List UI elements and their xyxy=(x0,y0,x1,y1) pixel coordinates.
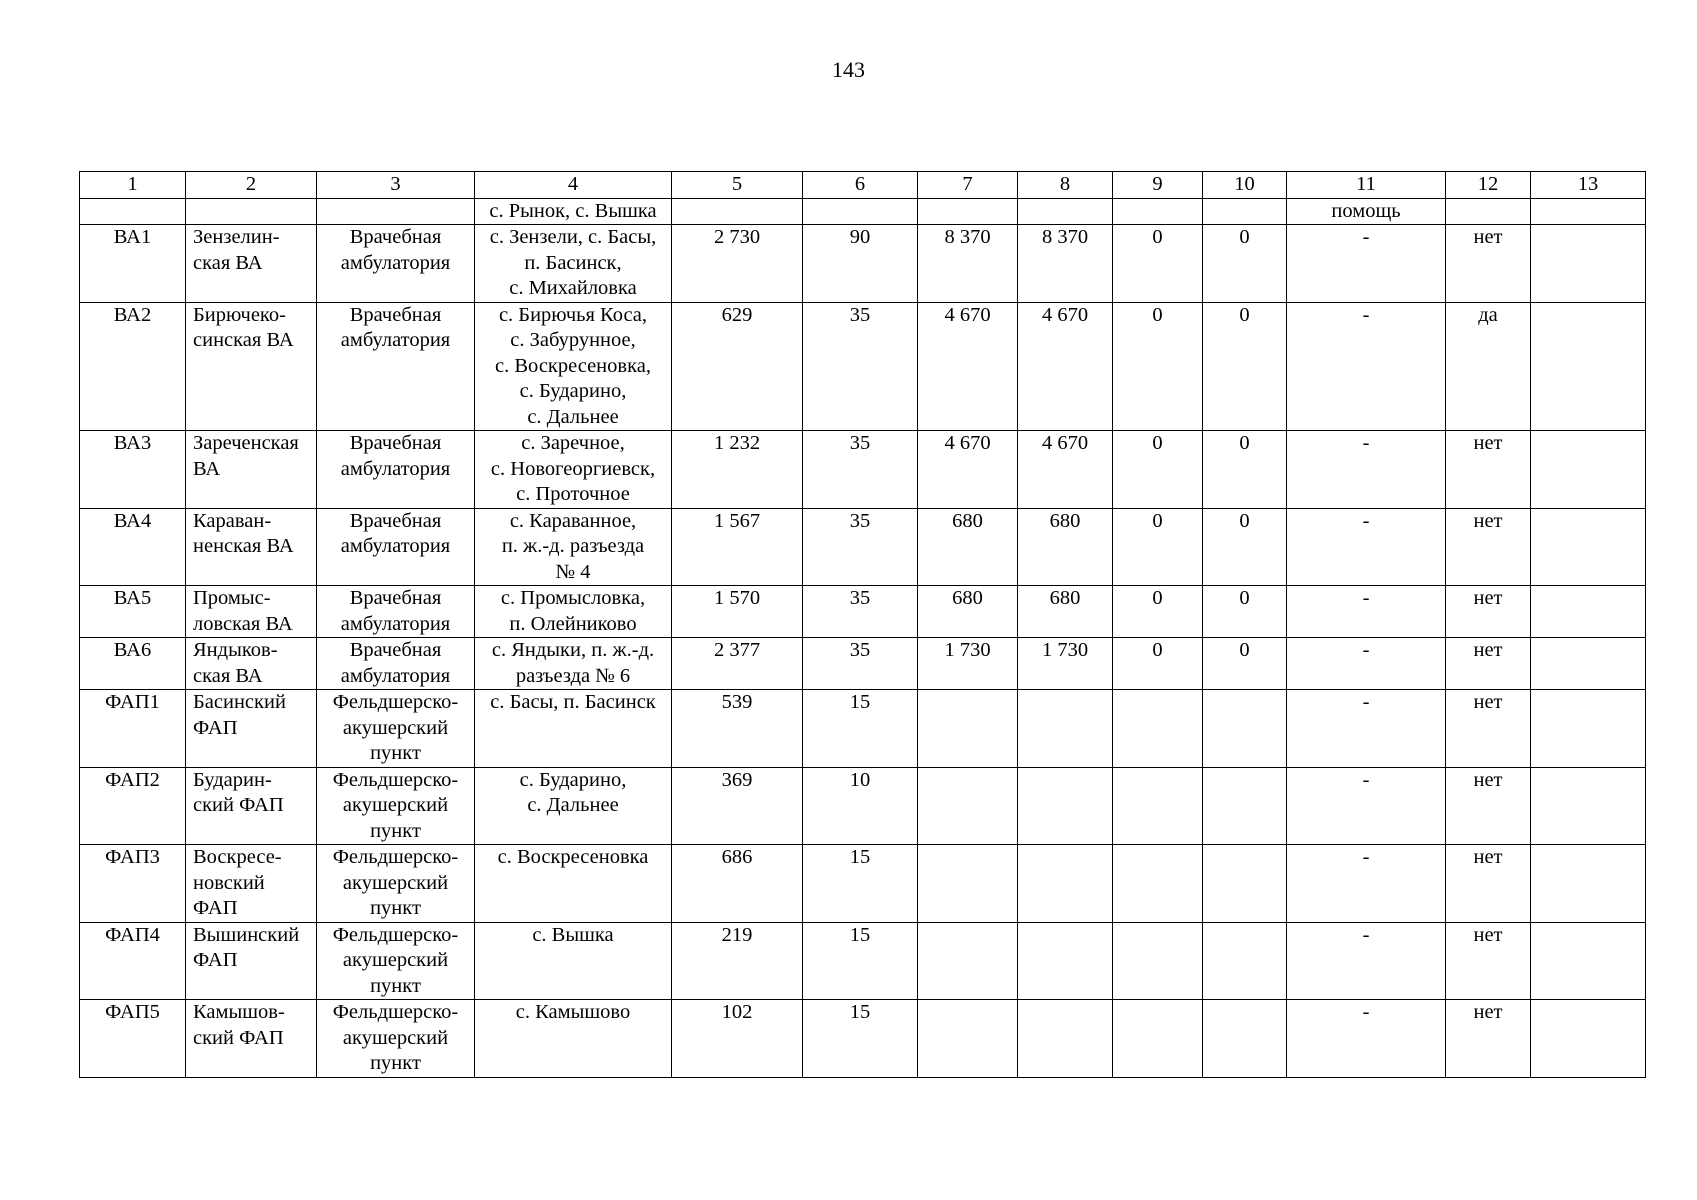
table-cell-col-9 xyxy=(1113,198,1203,225)
table-cell-col-1: ФАП4 xyxy=(80,922,186,1000)
table-cell-col-12: нет xyxy=(1446,767,1531,845)
table-cell-col-3: Фельдшерско- акушерский пункт xyxy=(317,845,475,923)
table-body xyxy=(80,172,1646,1078)
table-cell-col-7 xyxy=(918,845,1018,923)
table-row xyxy=(80,586,1646,638)
table-cell-col-9: 0 xyxy=(1113,586,1203,638)
table-row xyxy=(80,225,1646,303)
table-cell-col-2: Зензелин- ская ВА xyxy=(186,225,317,303)
table-cell-col-12: нет xyxy=(1446,922,1531,1000)
table-cell-col-1: ВА2 xyxy=(80,302,186,431)
table-row xyxy=(80,922,1646,1000)
table-cell-col-11: - xyxy=(1287,922,1446,1000)
table-cell-col-9: 0 xyxy=(1113,225,1203,303)
table-cell-col-5: 5 xyxy=(672,172,803,199)
table-cell-col-7: 7 xyxy=(918,172,1018,199)
table-cell-col-1: 1 xyxy=(80,172,186,199)
table-cell-col-9 xyxy=(1113,767,1203,845)
table-cell-col-7: 8 370 xyxy=(918,225,1018,303)
table-cell-col-9: 0 xyxy=(1113,302,1203,431)
table-cell-col-7: 680 xyxy=(918,586,1018,638)
table-cell-col-7: 680 xyxy=(918,508,1018,586)
table-cell-col-8 xyxy=(1018,198,1113,225)
table-cell-col-4: с. Басы, п. Басинск xyxy=(475,690,672,768)
table-row xyxy=(80,690,1646,768)
table-cell-col-10 xyxy=(1203,198,1287,225)
table-cell-col-10: 0 xyxy=(1203,431,1287,509)
table-cell-col-4: с. Караванное, п. ж.-д. разъезда № 4 xyxy=(475,508,672,586)
table-cell-col-3: Фельдшерско- акушерский пункт xyxy=(317,1000,475,1078)
table-cell-col-11: - xyxy=(1287,638,1446,690)
table-cell-col-12: нет xyxy=(1446,690,1531,768)
table-cell-col-4: с. Яндыки, п. ж.-д. разъезда № 6 xyxy=(475,638,672,690)
table-cell-col-1: ВА3 xyxy=(80,431,186,509)
table-cell-col-11: - xyxy=(1287,845,1446,923)
table-cell-col-12: нет xyxy=(1446,586,1531,638)
table-row xyxy=(80,431,1646,509)
table-cell-col-2: 2 xyxy=(186,172,317,199)
table-cell-col-2: Промыс- ловская ВА xyxy=(186,586,317,638)
table-cell-col-5: 2 377 xyxy=(672,638,803,690)
table-cell-col-12: нет xyxy=(1446,508,1531,586)
table-cell-col-8: 4 670 xyxy=(1018,431,1113,509)
table-cell-col-1: ВА4 xyxy=(80,508,186,586)
table-cell-col-3 xyxy=(317,198,475,225)
table-cell-col-6: 35 xyxy=(803,586,918,638)
table-cell-col-12: да xyxy=(1446,302,1531,431)
table-cell-col-3: Врачебная амбулатория xyxy=(317,586,475,638)
table-cell-col-10 xyxy=(1203,1000,1287,1078)
continuation-row xyxy=(80,198,1646,225)
table-cell-col-11: - xyxy=(1287,302,1446,431)
table-cell-col-10: 10 xyxy=(1203,172,1287,199)
table-cell-col-13 xyxy=(1531,198,1646,225)
table-cell-col-4: с. Рынок, с. Вышка xyxy=(475,198,672,225)
table-cell-col-6: 15 xyxy=(803,690,918,768)
table-cell-col-11: - xyxy=(1287,431,1446,509)
column-number-row xyxy=(80,172,1646,199)
table-cell-col-11: - xyxy=(1287,225,1446,303)
table-cell-col-8: 4 670 xyxy=(1018,302,1113,431)
table-cell-col-4: с. Бударино, с. Дальнее xyxy=(475,767,672,845)
table-cell-col-13 xyxy=(1531,922,1646,1000)
table-cell-col-13 xyxy=(1531,845,1646,923)
table-cell-col-1: ФАП3 xyxy=(80,845,186,923)
table-cell-col-13 xyxy=(1531,690,1646,768)
table-cell-col-3: Врачебная амбулатория xyxy=(317,508,475,586)
table-cell-col-4: с. Промысловка, п. Олейниково xyxy=(475,586,672,638)
table-cell-col-13 xyxy=(1531,431,1646,509)
table-cell-col-8 xyxy=(1018,690,1113,768)
table-cell-col-12: нет xyxy=(1446,638,1531,690)
table-cell-col-2: Басинский ФАП xyxy=(186,690,317,768)
table-cell-col-2: Воскресе- новский ФАП xyxy=(186,845,317,923)
table-cell-col-12: нет xyxy=(1446,431,1531,509)
table-cell-col-8: 1 730 xyxy=(1018,638,1113,690)
table-cell-col-7: 1 730 xyxy=(918,638,1018,690)
table-cell-col-2: Караван- ненская ВА xyxy=(186,508,317,586)
table-cell-col-13 xyxy=(1531,1000,1646,1078)
table-cell-col-11: помощь xyxy=(1287,198,1446,225)
table-cell-col-6: 15 xyxy=(803,1000,918,1078)
table-cell-col-9: 0 xyxy=(1113,508,1203,586)
table-cell-col-8: 8 370 xyxy=(1018,225,1113,303)
table-cell-col-1: ВА6 xyxy=(80,638,186,690)
table-cell-col-3: Врачебная амбулатория xyxy=(317,302,475,431)
table-cell-col-7 xyxy=(918,767,1018,845)
table-cell-col-4: 4 xyxy=(475,172,672,199)
table-cell-col-1: ВА5 xyxy=(80,586,186,638)
table-cell-col-5: 686 xyxy=(672,845,803,923)
table-cell-col-1: ФАП5 xyxy=(80,1000,186,1078)
table-cell-col-1: ФАП1 xyxy=(80,690,186,768)
table-cell-col-9: 0 xyxy=(1113,638,1203,690)
table-cell-col-7: 4 670 xyxy=(918,302,1018,431)
table-cell-col-6 xyxy=(803,198,918,225)
table-cell-col-11: 11 xyxy=(1287,172,1446,199)
table-cell-col-6: 15 xyxy=(803,845,918,923)
table-cell-col-10 xyxy=(1203,922,1287,1000)
table-cell-col-10: 0 xyxy=(1203,225,1287,303)
table-cell-col-5: 102 xyxy=(672,1000,803,1078)
table-cell-col-5: 629 xyxy=(672,302,803,431)
table-row xyxy=(80,767,1646,845)
table-cell-col-6: 35 xyxy=(803,302,918,431)
facilities-table xyxy=(79,171,1646,1078)
table-cell-col-10 xyxy=(1203,845,1287,923)
table-cell-col-3: 3 xyxy=(317,172,475,199)
table-row xyxy=(80,845,1646,923)
table-cell-col-2: Вышинский ФАП xyxy=(186,922,317,1000)
table-cell-col-3: Врачебная амбулатория xyxy=(317,431,475,509)
table-row xyxy=(80,1000,1646,1078)
table-cell-col-11: - xyxy=(1287,767,1446,845)
table-cell-col-1 xyxy=(80,198,186,225)
table-cell-col-4: с. Вышка xyxy=(475,922,672,1000)
page-number: 143 xyxy=(832,57,865,82)
table-cell-col-12: нет xyxy=(1446,845,1531,923)
table-cell-col-5: 2 730 xyxy=(672,225,803,303)
table-cell-col-4: с. Бирючья Коса, с. Забурунное, с. Воскресеновка, с. Бударино, с. Дальнее xyxy=(475,302,672,431)
table-cell-col-7: 4 670 xyxy=(918,431,1018,509)
table-cell-col-8 xyxy=(1018,767,1113,845)
table-cell-col-4: с. Воскресеновка xyxy=(475,845,672,923)
table-cell-col-1: ФАП2 xyxy=(80,767,186,845)
table-cell-col-13 xyxy=(1531,225,1646,303)
table-cell-col-10: 0 xyxy=(1203,586,1287,638)
table-cell-col-7 xyxy=(918,690,1018,768)
table-cell-col-6: 35 xyxy=(803,638,918,690)
table-cell-col-13 xyxy=(1531,302,1646,431)
table-cell-col-4: с. Заречное, с. Новогеоргиевск, с. Проточное xyxy=(475,431,672,509)
table-cell-col-11: - xyxy=(1287,508,1446,586)
table-cell-col-11: - xyxy=(1287,1000,1446,1078)
table-cell-col-2 xyxy=(186,198,317,225)
table-cell-col-2: Бударин- ский ФАП xyxy=(186,767,317,845)
table-cell-col-6: 15 xyxy=(803,922,918,1000)
table-cell-col-3: Врачебная амбулатория xyxy=(317,638,475,690)
table-cell-col-6: 90 xyxy=(803,225,918,303)
table-cell-col-7 xyxy=(918,198,1018,225)
table-cell-col-3: Фельдшерско- акушерский пункт xyxy=(317,767,475,845)
table-row xyxy=(80,302,1646,431)
table-cell-col-2: Яндыков- ская ВА xyxy=(186,638,317,690)
table-cell-col-5: 219 xyxy=(672,922,803,1000)
table-cell-col-9: 0 xyxy=(1113,431,1203,509)
table-cell-col-6: 6 xyxy=(803,172,918,199)
table-cell-col-13: 13 xyxy=(1531,172,1646,199)
table-cell-col-2: Камышов- ский ФАП xyxy=(186,1000,317,1078)
table-cell-col-11: - xyxy=(1287,690,1446,768)
table-cell-col-8 xyxy=(1018,845,1113,923)
table-cell-col-2: Зареченская ВА xyxy=(186,431,317,509)
table-cell-col-7 xyxy=(918,922,1018,1000)
table-cell-col-12: нет xyxy=(1446,225,1531,303)
table-cell-col-9 xyxy=(1113,1000,1203,1078)
table-cell-col-8: 680 xyxy=(1018,586,1113,638)
table-cell-col-10: 0 xyxy=(1203,302,1287,431)
table-cell-col-12 xyxy=(1446,198,1531,225)
table-cell-col-13 xyxy=(1531,767,1646,845)
table-cell-col-5 xyxy=(672,198,803,225)
table-cell-col-8 xyxy=(1018,922,1113,1000)
table-cell-col-6: 35 xyxy=(803,508,918,586)
table-row xyxy=(80,638,1646,690)
table-cell-col-7 xyxy=(918,1000,1018,1078)
table-cell-col-5: 1 570 xyxy=(672,586,803,638)
table-cell-col-5: 1 232 xyxy=(672,431,803,509)
table-cell-col-8: 8 xyxy=(1018,172,1113,199)
table-cell-col-3: Врачебная амбулатория xyxy=(317,225,475,303)
table-cell-col-9 xyxy=(1113,845,1203,923)
table-cell-col-10: 0 xyxy=(1203,508,1287,586)
table-cell-col-10 xyxy=(1203,767,1287,845)
table-cell-col-3: Фельдшерско- акушерский пункт xyxy=(317,690,475,768)
table-cell-col-8 xyxy=(1018,1000,1113,1078)
table-cell-col-5: 1 567 xyxy=(672,508,803,586)
table-cell-col-11: - xyxy=(1287,586,1446,638)
table-cell-col-6: 35 xyxy=(803,431,918,509)
table-cell-col-5: 369 xyxy=(672,767,803,845)
table-cell-col-2: Бирючеко- синская ВА xyxy=(186,302,317,431)
table-cell-col-13 xyxy=(1531,638,1646,690)
table-cell-col-9: 9 xyxy=(1113,172,1203,199)
table-cell-col-4: с. Зензели, с. Басы, п. Басинск, с. Михайловка xyxy=(475,225,672,303)
table-cell-col-9 xyxy=(1113,690,1203,768)
table-cell-col-12: 12 xyxy=(1446,172,1531,199)
table-cell-col-6: 10 xyxy=(803,767,918,845)
table-cell-col-10 xyxy=(1203,690,1287,768)
table-cell-col-5: 539 xyxy=(672,690,803,768)
table-cell-col-9 xyxy=(1113,922,1203,1000)
table-cell-col-10: 0 xyxy=(1203,638,1287,690)
table-cell-col-13 xyxy=(1531,586,1646,638)
table-cell-col-4: с. Камышово xyxy=(475,1000,672,1078)
table-cell-col-8: 680 xyxy=(1018,508,1113,586)
table-row xyxy=(80,508,1646,586)
table-cell-col-12: нет xyxy=(1446,1000,1531,1078)
table-cell-col-1: ВА1 xyxy=(80,225,186,303)
table-cell-col-13 xyxy=(1531,508,1646,586)
table-cell-col-3: Фельдшерско- акушерский пункт xyxy=(317,922,475,1000)
